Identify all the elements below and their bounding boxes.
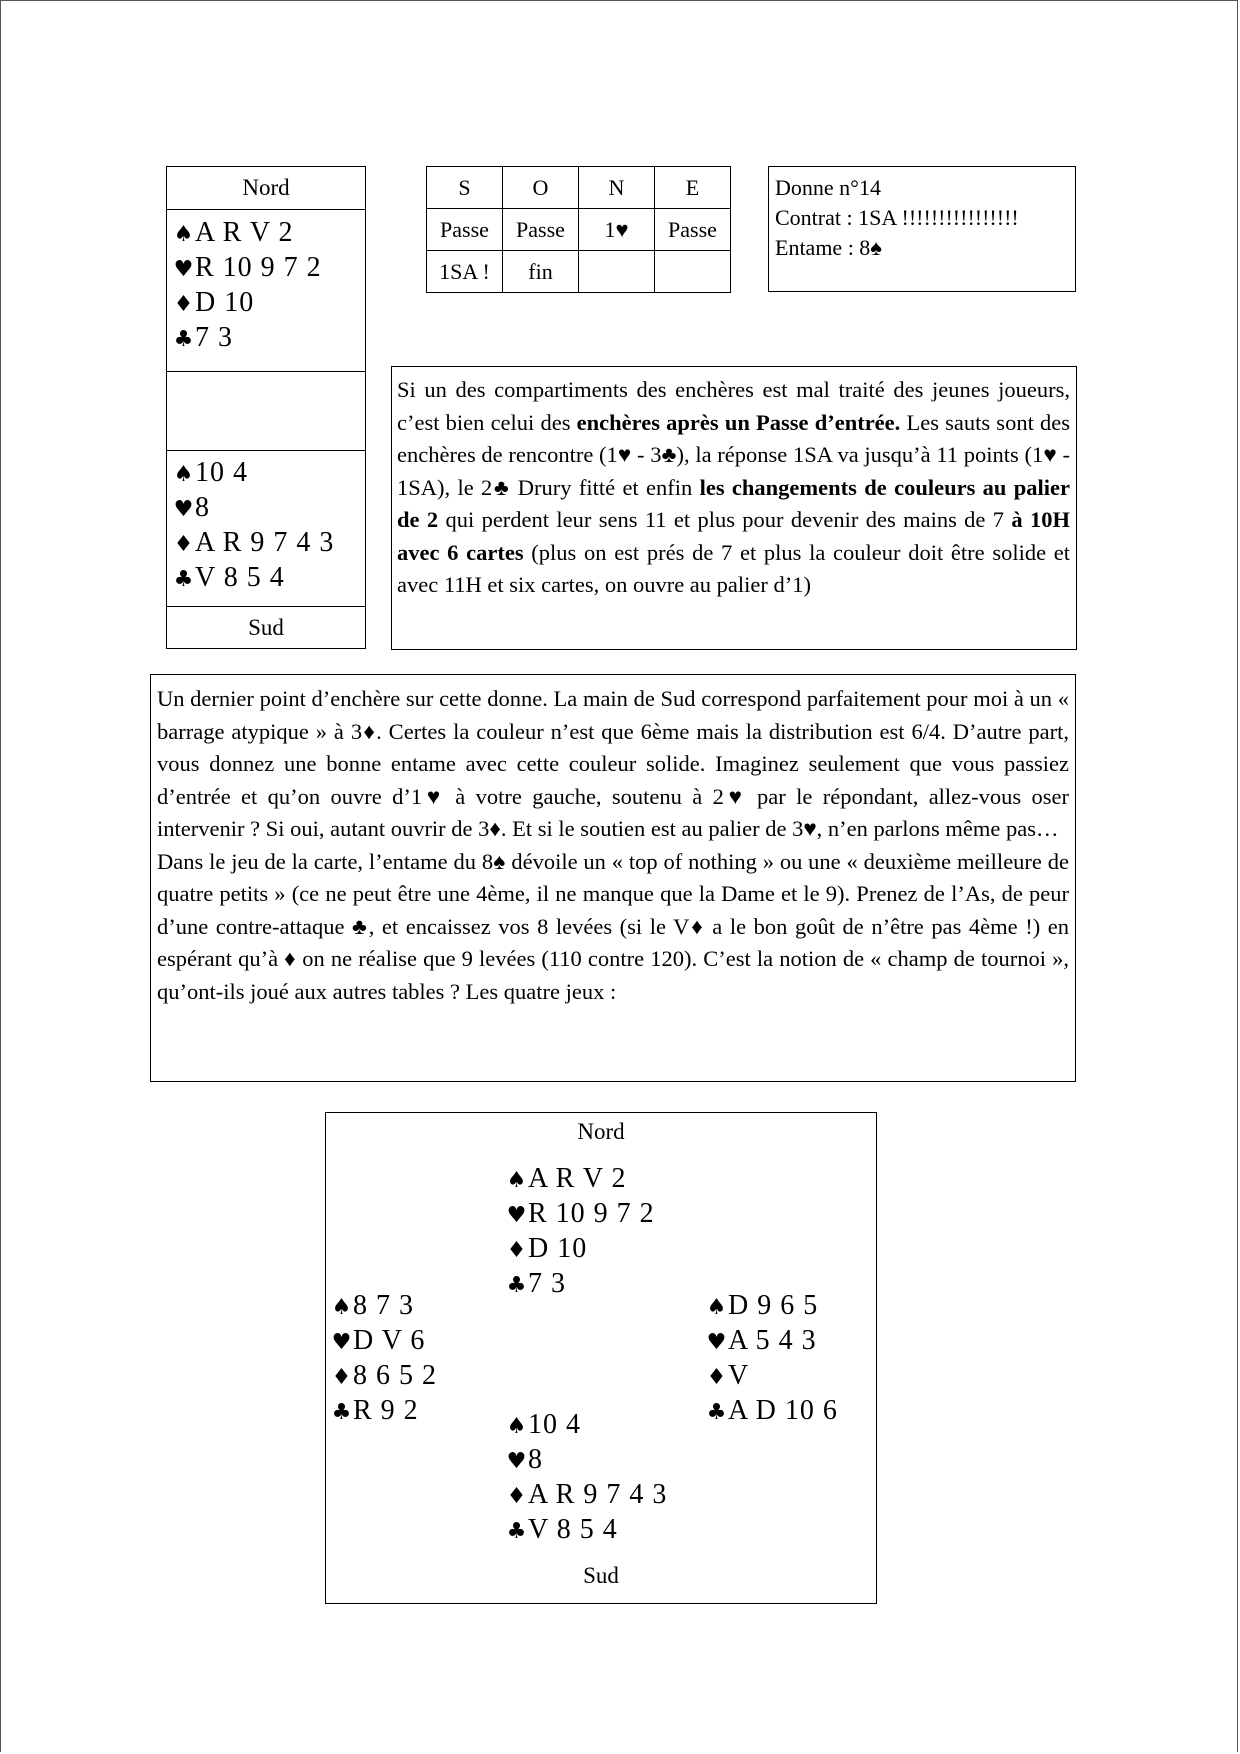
diamond-icon: ♦ (506, 1238, 528, 1263)
commentary-paragraph: Un dernier point d’enchère sur cette donne. La main de Sud correspond parfaitement pour moi à un « barrage atypique » à 3♦. Certes la couleur n’est que 6ème mais la distribution est 6/4. D’autre part, vous donnez une bonne entame avec cette couleur solide. Imaginez seulement que vous passiez d’entrée et qu’on ouvre d’1♥ à votre gauche, soutenu à 2♥ par le répondant, allez-vous oser intervenir ? Si oui, autant ouvrir de 3♦. Et si le soutien est au palier de 3♥, n’en parlons même pas… (157, 686, 1069, 841)
east-hearts: A 5 4 3 (728, 1325, 817, 1356)
spade-icon: ♠ (173, 462, 195, 487)
opening-lead: Entame : 8♠ (775, 235, 882, 260)
south-diamonds: A R 9 7 4 3 (528, 1479, 668, 1510)
south-clubs: V 8 5 4 (195, 562, 285, 593)
south-hand (506, 1407, 667, 1547)
club-icon: ♣ (506, 1273, 528, 1298)
bidding-header-row (427, 167, 731, 209)
north-hand (506, 1161, 655, 1301)
club-icon: ♣ (506, 1519, 528, 1544)
bidding-header: S (427, 167, 503, 209)
divider (167, 371, 365, 372)
bidding-row (427, 209, 731, 251)
spade-icon: ♠ (706, 1295, 728, 1320)
heart-icon: ♥ (506, 1449, 528, 1474)
south-clubs: V 8 5 4 (528, 1514, 618, 1545)
north-label: Nord (242, 175, 290, 200)
south-spades: 10 4 (195, 457, 248, 488)
west-hand (331, 1288, 437, 1428)
club-icon: ♣ (173, 327, 195, 352)
south-hearts: 8 (195, 492, 210, 523)
south-label: Sud (583, 1563, 619, 1588)
heart-icon: ♥ (331, 1330, 353, 1355)
bid-cell: Passe (427, 209, 503, 251)
heart-icon: ♥ (173, 257, 195, 282)
bold-text-segment: les changements de couleurs au palier de 2 (397, 474, 1070, 532)
south-label: Sud (248, 615, 284, 640)
bid-cell: Passe (503, 209, 579, 251)
north-diamonds: D 10 (195, 287, 255, 318)
north-hearts: R 10 9 7 2 (528, 1198, 655, 1229)
club-icon: ♣ (706, 1400, 728, 1425)
divider (167, 450, 365, 451)
diamond-icon: ♦ (173, 292, 195, 317)
diamond-icon: ♦ (331, 1365, 353, 1390)
bold-text-segment: à 10H avec 6 cartes (397, 507, 1070, 565)
heart-icon: ♥ (173, 497, 195, 522)
diamond-icon: ♦ (706, 1365, 728, 1390)
spade-icon: ♠ (331, 1295, 353, 1320)
west-diamonds: 8 6 5 2 (353, 1360, 437, 1391)
north-clubs: 7 3 (528, 1268, 566, 1299)
commentary-paragraph (397, 374, 1070, 602)
north-diamonds: D 10 (528, 1233, 588, 1264)
spade-icon: ♠ (506, 1168, 528, 1193)
bid-cell: fin (503, 251, 579, 293)
commentary-play (150, 674, 1076, 1082)
hand-panel (166, 166, 366, 649)
bidding-header: E (655, 167, 731, 209)
text-segment: (plus on est prés de 7 et plus la couleur doit être solide et avec 11H et six cartes, on ouvre au palier d’1) (397, 539, 1071, 597)
east-hand (706, 1288, 838, 1428)
divider (167, 209, 365, 210)
spade-icon: ♠ (173, 222, 195, 247)
bid-cell: Passe (655, 209, 731, 251)
commentary-paragraph: Dans le jeu de la carte, l’entame du 8♠ dévoile un « top of nothing » ou une « deuxième meilleure de quatre petits » (ce ne peut être une 4ème, il ne manque que la Dame et le 9). Prenez de l’As, de peur d’une contre-attaque ♣, et encaissez vos 8 levées (si le V♦ a le bon goût de n’être pas 4ème !) en espérant qu’à ♦ on ne réalise que 9 levées (110 contre 120). C’est la notion de « champ de tournoi », qu’ont-ils joué aux autres tables ? Les quatre jeux : (157, 848, 1069, 1004)
bidding-header: O (503, 167, 579, 209)
bid-cell: 1SA ! (427, 251, 503, 293)
deal-diagram (325, 1112, 877, 1604)
commentary-bidding (391, 366, 1077, 650)
bid-cell (579, 251, 655, 293)
bold-text-segment: enchères après un Passe d’entrée. (576, 409, 901, 435)
north-hand (173, 215, 322, 355)
east-clubs: A D 10 6 (728, 1395, 838, 1426)
south-spades: 10 4 (528, 1409, 581, 1440)
south-diamonds: A R 9 7 4 3 (195, 527, 335, 558)
bidding-header: N (579, 167, 655, 209)
diamond-icon: ♦ (506, 1484, 528, 1509)
heart-icon: ♥ (706, 1330, 728, 1355)
west-hearts: D V 6 (353, 1325, 426, 1356)
bid-cell (655, 251, 731, 293)
north-hearts: R 10 9 7 2 (195, 252, 322, 283)
text-segment: Si un des compartiments des enchères est mal traité des jeunes joueurs, c’est bien celui des (397, 377, 1070, 435)
east-spades: D 9 6 5 (728, 1290, 819, 1321)
north-clubs: 7 3 (195, 322, 233, 353)
south-hand (173, 455, 334, 595)
bidding-table (426, 166, 731, 293)
heart-icon: ♥ (506, 1203, 528, 1228)
north-spades: A R V 2 (528, 1163, 627, 1194)
west-clubs: R 9 2 (353, 1395, 419, 1426)
deal-info-box (768, 166, 1076, 292)
bid-cell: 1♥ (579, 209, 655, 251)
east-diamonds: V (728, 1360, 750, 1391)
diamond-icon: ♦ (173, 532, 195, 557)
contract: Contrat : 1SA !!!!!!!!!!!!!!!! (775, 205, 1019, 230)
west-spades: 8 7 3 (353, 1290, 414, 1321)
spade-icon: ♠ (506, 1414, 528, 1439)
text-segment: Les sauts sont des enchères de rencontre (1♥ - 3♣), la réponse 1SA va jusqu’à 11 points (1♥ - 1SA), le 2♣ Drury fitté et enfin (397, 409, 1070, 500)
club-icon: ♣ (173, 567, 195, 592)
south-hearts: 8 (528, 1444, 543, 1475)
north-label: Nord (577, 1119, 625, 1144)
club-icon: ♣ (331, 1400, 353, 1425)
bidding-row (427, 251, 731, 293)
text-segment: qui perdent leur sens 11 et plus pour devenir des mains de 7 (438, 507, 1012, 532)
donne-number: Donne n°14 (775, 175, 881, 200)
north-spades: A R V 2 (195, 217, 294, 248)
